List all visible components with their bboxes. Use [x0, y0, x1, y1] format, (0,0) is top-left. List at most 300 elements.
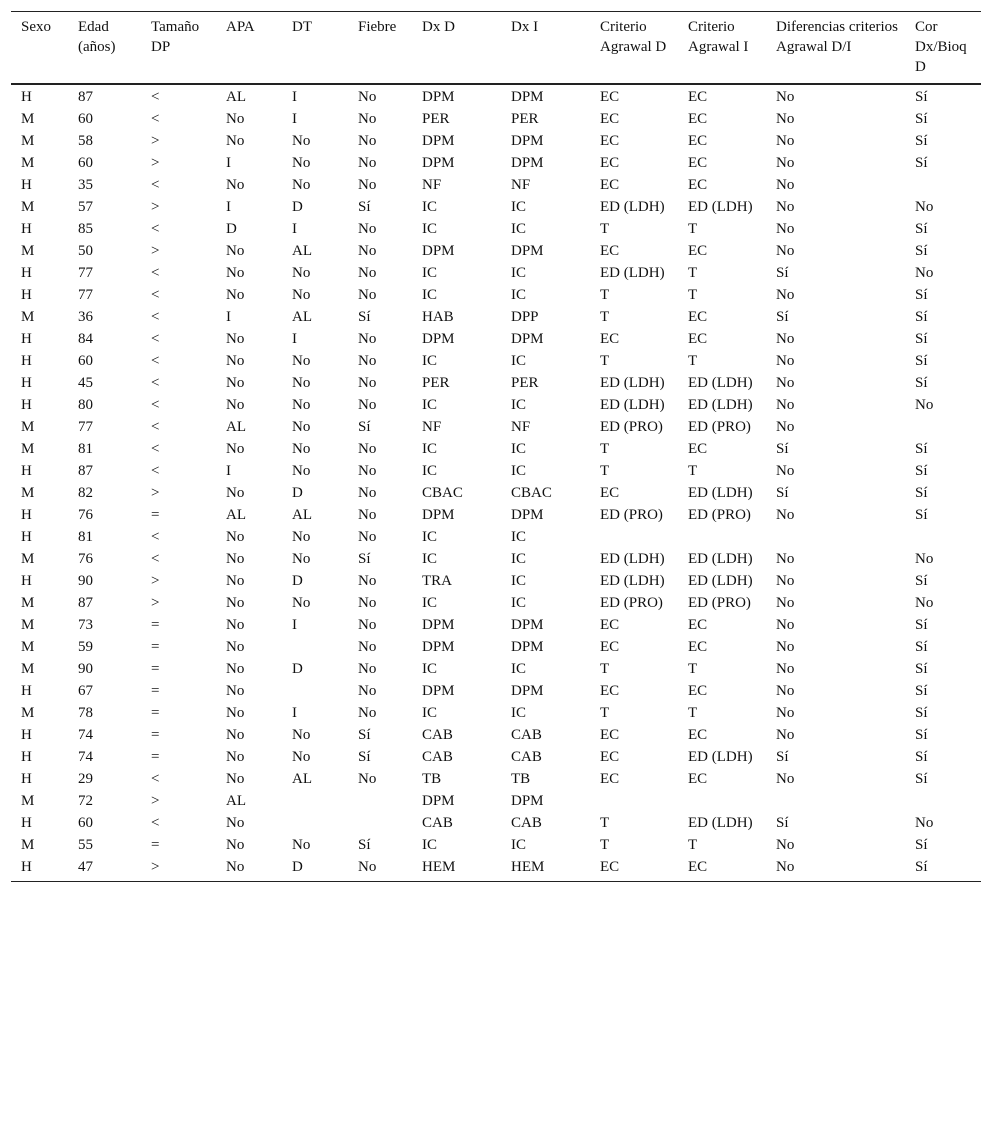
table-cell: ED (LDH)	[688, 749, 753, 765]
table-cell: Sí	[915, 375, 928, 391]
table-cell: ED (PRO)	[600, 507, 663, 523]
table-cell: I	[226, 155, 231, 171]
table-cell: <	[151, 309, 160, 325]
table-cell: No	[292, 265, 311, 281]
table-cell: DPM	[511, 89, 544, 105]
table-cell: <	[151, 815, 160, 831]
table-cell: ED (LDH)	[600, 573, 665, 589]
table-cell: Sí	[915, 243, 928, 259]
table-cell: 29	[78, 771, 93, 787]
table-cell: No	[358, 529, 377, 545]
table-cell: M	[21, 309, 35, 325]
table-cell: IC	[511, 353, 526, 369]
table-cell: EC	[600, 749, 620, 765]
table-cell: HAB	[422, 309, 454, 325]
table-cell: ED (PRO)	[600, 595, 663, 611]
table-cell: T	[688, 661, 698, 677]
table-row	[11, 680, 981, 702]
table-cell: NF	[511, 177, 531, 193]
table-cell: 36	[78, 309, 93, 325]
table-cell: No	[216, 856, 282, 882]
table-cell	[348, 790, 412, 812]
table-cell: No	[776, 133, 795, 149]
table-cell: IC	[511, 221, 526, 237]
table-cell: H	[21, 375, 32, 391]
table-cell: No	[358, 595, 377, 611]
table-cell: Sí	[915, 749, 928, 765]
table-cell: PER	[511, 111, 539, 127]
table-row	[11, 614, 981, 636]
table-cell: IC	[511, 441, 526, 457]
table-cell: EC	[688, 727, 708, 743]
table-cell: No	[292, 551, 311, 567]
table-cell: ED (LDH)	[688, 397, 753, 413]
table-cell: No	[776, 397, 795, 413]
table-cell: <	[151, 419, 160, 435]
table-cell: M	[21, 441, 35, 457]
table-cell	[348, 812, 412, 834]
table-cell: No	[358, 397, 377, 413]
table-cell: No	[226, 815, 245, 831]
table-row	[11, 416, 981, 438]
table-cell: 67	[78, 683, 93, 699]
table-cell: IC	[511, 837, 526, 853]
table-cell: <	[151, 221, 160, 237]
table-cell: CAB	[422, 749, 453, 765]
table-cell: >	[151, 155, 160, 171]
table-cell: 78	[78, 705, 93, 721]
table-row	[11, 108, 981, 130]
table-cell: PER	[511, 375, 539, 391]
table-cell: EC	[688, 639, 708, 655]
table-cell: IC	[422, 199, 437, 215]
table-cell: M	[21, 111, 35, 127]
table-cell: NF	[422, 177, 442, 193]
table-cell: M	[21, 837, 35, 853]
column-header: Fiebre	[348, 12, 412, 85]
table-cell: D	[292, 661, 303, 677]
table-cell: <	[151, 771, 160, 787]
table-cell: No	[358, 507, 377, 523]
table-cell: No	[776, 617, 795, 633]
table-row	[11, 306, 981, 328]
table-cell: Sí	[358, 749, 371, 765]
table-cell: >	[141, 856, 216, 882]
table-cell: NF	[511, 419, 531, 435]
table-cell: T	[600, 309, 610, 325]
table-cell: No	[226, 177, 245, 193]
table-cell: DPM	[422, 89, 455, 105]
table-cell: No	[226, 595, 245, 611]
table-cell: EC	[688, 617, 708, 633]
table-cell: No	[358, 287, 377, 303]
table-cell: T	[600, 837, 610, 853]
table-cell: No	[358, 639, 377, 655]
table-cell: EC	[688, 89, 708, 105]
table-cell	[282, 636, 348, 658]
table-body	[11, 84, 981, 882]
table-cell: >	[151, 573, 160, 589]
table-cell: <	[151, 441, 160, 457]
table-cell: Sí	[915, 89, 928, 105]
table-cell: D	[292, 485, 303, 501]
table-cell: No	[915, 551, 934, 567]
table-cell: Sí	[915, 771, 928, 787]
table-row	[11, 768, 981, 790]
table-cell: No	[292, 397, 311, 413]
table-cell: No	[358, 331, 377, 347]
table-cell: IC	[511, 551, 526, 567]
table-cell: No	[226, 111, 245, 127]
table-cell: >	[151, 133, 160, 149]
table-cell: No	[358, 617, 377, 633]
table-cell: DPM	[511, 617, 544, 633]
table-cell: 55	[78, 837, 93, 853]
table-cell: 57	[78, 199, 93, 215]
table-cell: DPM	[422, 133, 455, 149]
table-cell: CAB	[511, 727, 542, 743]
table-cell: 84	[78, 331, 93, 347]
table-cell: No	[226, 837, 245, 853]
table-cell: AL	[226, 793, 246, 809]
table-cell: No	[776, 661, 795, 677]
table-cell: <	[151, 375, 160, 391]
table-cell: IC	[511, 573, 526, 589]
table-cell: ED (PRO)	[600, 419, 663, 435]
table-cell: No	[776, 419, 795, 435]
table-cell: M	[21, 661, 35, 677]
table-cell: No	[292, 837, 311, 853]
table-cell: No	[226, 133, 245, 149]
table-cell: Sí	[915, 705, 928, 721]
table-cell: IC	[422, 661, 437, 677]
table-cell: M	[21, 133, 35, 149]
table-row	[11, 570, 981, 592]
table-cell: No	[292, 353, 311, 369]
table-cell: EC	[688, 683, 708, 699]
table-cell: No	[226, 397, 245, 413]
table-cell: T	[688, 463, 698, 479]
table-cell: Sí	[776, 815, 789, 831]
table-row	[11, 548, 981, 570]
table-cell: DPM	[422, 155, 455, 171]
table-cell: No	[776, 287, 795, 303]
table-cell: I	[292, 89, 297, 105]
table-cell: No	[348, 856, 412, 882]
table-cell: No	[776, 111, 795, 127]
table-cell: NF	[422, 419, 442, 435]
table-cell: EC	[600, 485, 620, 501]
table-cell: EC	[688, 771, 708, 787]
table-row	[11, 84, 981, 108]
table-cell: 77	[78, 419, 93, 435]
table-cell: IC	[511, 265, 526, 281]
table-cell: ED (LDH)	[688, 815, 753, 831]
table-cell: IC	[511, 287, 526, 303]
table-cell: No	[226, 705, 245, 721]
table-row	[11, 790, 981, 812]
table-cell: Sí	[905, 856, 981, 882]
table-row	[11, 152, 981, 174]
table-cell: IC	[511, 397, 526, 413]
table-cell: CAB	[511, 815, 542, 831]
table-cell: 58	[78, 133, 93, 149]
table-cell: I	[226, 309, 231, 325]
table-cell: No	[358, 89, 377, 105]
table-cell: 87	[78, 595, 93, 611]
table-cell: No	[226, 639, 245, 655]
table-cell	[282, 790, 348, 812]
table-cell: 74	[78, 749, 93, 765]
table-cell: T	[600, 463, 610, 479]
table-cell: Sí	[915, 639, 928, 655]
column-header: Sexo	[11, 12, 68, 85]
table-cell: No	[358, 661, 377, 677]
data-table	[11, 11, 981, 882]
table-cell: <	[151, 177, 160, 193]
table-cell: EC	[600, 727, 620, 743]
column-header: Tamaño DP	[141, 12, 216, 85]
table-cell: M	[21, 485, 35, 501]
table-cell: No	[776, 639, 795, 655]
table-cell: No	[776, 89, 795, 105]
table-row	[11, 218, 981, 240]
table-cell: ED (PRO)	[688, 419, 751, 435]
table-cell: No	[358, 573, 377, 589]
table-cell: Sí	[915, 485, 928, 501]
table-cell: AL	[292, 243, 312, 259]
table-cell: 81	[78, 529, 93, 545]
table-cell	[590, 526, 678, 548]
table-cell: ED (LDH)	[600, 375, 665, 391]
table-cell: EC	[688, 331, 708, 347]
table-cell: No	[358, 265, 377, 281]
table-cell: AL	[226, 507, 246, 523]
table-cell: H	[21, 507, 32, 523]
column-header: Criterio Agrawal D	[590, 12, 678, 85]
table-cell: Sí	[915, 463, 928, 479]
table-cell: No	[292, 529, 311, 545]
table-cell: ED (LDH)	[688, 485, 753, 501]
table-cell: T	[688, 265, 698, 281]
table-cell: Sí	[915, 837, 928, 853]
column-header: Criterio Agrawal I	[678, 12, 766, 85]
table-cell: 35	[78, 177, 93, 193]
table-cell: M	[21, 639, 35, 655]
table-cell: No	[226, 661, 245, 677]
table-row	[11, 284, 981, 306]
table-cell: IC	[422, 287, 437, 303]
table-cell: IC	[511, 661, 526, 677]
table-cell: I	[292, 221, 297, 237]
table-cell: ED (LDH)	[600, 551, 665, 567]
table-cell: 80	[78, 397, 93, 413]
table-cell	[766, 526, 905, 548]
table-cell: IC	[422, 595, 437, 611]
table-cell: EC	[600, 771, 620, 787]
table-cell: Sí	[915, 507, 928, 523]
table-cell: T	[600, 661, 610, 677]
table-cell: M	[21, 617, 35, 633]
table-row	[11, 394, 981, 416]
table-cell: Sí	[358, 419, 371, 435]
table-cell: T	[600, 353, 610, 369]
table-cell: T	[688, 221, 698, 237]
table-cell: D	[292, 573, 303, 589]
table-cell: No	[915, 199, 934, 215]
table-cell: No	[776, 155, 795, 171]
header-row	[11, 12, 981, 85]
table-cell: AL	[292, 309, 312, 325]
table-cell: DPM	[422, 243, 455, 259]
table-cell: M	[21, 199, 35, 215]
table-cell: EC	[688, 243, 708, 259]
table-cell: EC	[688, 155, 708, 171]
table-cell: <	[151, 463, 160, 479]
table-cell: No	[915, 595, 934, 611]
table-cell: <	[151, 331, 160, 347]
table-cell: IC	[422, 837, 437, 853]
table-cell: No	[776, 727, 795, 743]
table-cell: No	[776, 375, 795, 391]
table-cell: DPM	[511, 639, 544, 655]
table-cell: H	[21, 815, 32, 831]
table-cell: No	[226, 749, 245, 765]
table-cell: No	[358, 155, 377, 171]
table-cell: No	[226, 441, 245, 457]
table-cell: DPM	[422, 683, 455, 699]
table-cell: 87	[78, 463, 93, 479]
table-cell: <	[151, 89, 160, 105]
table-cell: DPM	[422, 507, 455, 523]
table-cell: I	[292, 331, 297, 347]
table-cell: Sí	[358, 837, 371, 853]
table-cell: DPP	[511, 309, 539, 325]
table-cell: IC	[422, 551, 437, 567]
table-cell: >	[151, 199, 160, 215]
table-cell: Sí	[915, 353, 928, 369]
table-row	[11, 130, 981, 152]
table-cell: No	[292, 749, 311, 765]
table-cell: No	[358, 111, 377, 127]
table-cell: 45	[78, 375, 93, 391]
table-cell: 72	[78, 793, 93, 809]
table-cell: <	[151, 287, 160, 303]
table-cell: EC	[600, 177, 620, 193]
table-container	[11, 11, 981, 882]
table-cell: No	[226, 265, 245, 281]
table-cell: 47	[68, 856, 141, 882]
table-cell: PER	[422, 111, 450, 127]
table-cell: TB	[511, 771, 531, 787]
table-cell: IC	[422, 529, 437, 545]
table-row	[11, 636, 981, 658]
table-cell: M	[21, 793, 35, 809]
table-cell: No	[358, 243, 377, 259]
table-cell: H	[21, 353, 32, 369]
table-cell: EC	[688, 309, 708, 325]
table-cell: EC	[688, 133, 708, 149]
table-cell: EC	[600, 243, 620, 259]
table-cell: EC	[600, 617, 620, 633]
table-cell: No	[776, 705, 795, 721]
table-cell: EC	[600, 133, 620, 149]
table-row	[11, 482, 981, 504]
table-cell: IC	[422, 397, 437, 413]
table-cell: CBAC	[422, 485, 463, 501]
table-cell: No	[292, 375, 311, 391]
table-cell: Sí	[358, 727, 371, 743]
table-cell: EC	[688, 177, 708, 193]
table-cell: DPM	[422, 793, 455, 809]
table-row	[11, 372, 981, 394]
table-cell: HEM	[412, 856, 501, 882]
table-cell: DPM	[511, 793, 544, 809]
column-header: Edad (años)	[68, 12, 141, 85]
table-cell: No	[776, 507, 795, 523]
table-cell: No	[226, 243, 245, 259]
table-cell: No	[292, 419, 311, 435]
table-cell: No	[292, 463, 311, 479]
table-cell: H	[21, 529, 32, 545]
table-cell: D	[226, 221, 237, 237]
table-cell: 60	[78, 111, 93, 127]
table-cell: T	[688, 353, 698, 369]
table-cell: No	[776, 837, 795, 853]
table-cell	[678, 526, 766, 548]
table-cell: No	[226, 353, 245, 369]
table-cell: <	[151, 529, 160, 545]
table-cell: H	[21, 573, 32, 589]
table-cell: IC	[422, 463, 437, 479]
table-cell: EC	[600, 89, 620, 105]
table-cell: No	[292, 155, 311, 171]
table-cell: =	[151, 749, 160, 765]
table-cell: 74	[78, 727, 93, 743]
table-cell: Sí	[776, 749, 789, 765]
table-cell: 85	[78, 221, 93, 237]
table-cell: 73	[78, 617, 93, 633]
table-cell: Sí	[915, 133, 928, 149]
table-cell	[678, 790, 766, 812]
table-cell: EC	[590, 856, 678, 882]
table-cell	[905, 174, 981, 196]
table-header	[11, 12, 981, 85]
table-cell: No	[226, 375, 245, 391]
column-header: APA	[216, 12, 282, 85]
table-cell: TB	[422, 771, 442, 787]
table-cell: DPM	[511, 243, 544, 259]
column-header: Cor Dx/Bioq D	[905, 12, 981, 85]
table-cell: DPM	[511, 331, 544, 347]
table-cell: 77	[78, 265, 93, 281]
table-row	[11, 350, 981, 372]
table-row	[11, 196, 981, 218]
table-cell: IC	[422, 221, 437, 237]
table-cell: IC	[422, 441, 437, 457]
table-cell: EC	[600, 331, 620, 347]
table-cell: ED (PRO)	[688, 507, 751, 523]
table-cell: No	[776, 221, 795, 237]
table-cell: <	[151, 551, 160, 567]
table-row	[11, 438, 981, 460]
table-cell: EC	[600, 683, 620, 699]
table-cell: No	[915, 397, 934, 413]
table-cell: Sí	[915, 727, 928, 743]
table-cell: DPM	[422, 331, 455, 347]
table-cell: ED (LDH)	[600, 199, 665, 215]
table-cell	[905, 526, 981, 548]
